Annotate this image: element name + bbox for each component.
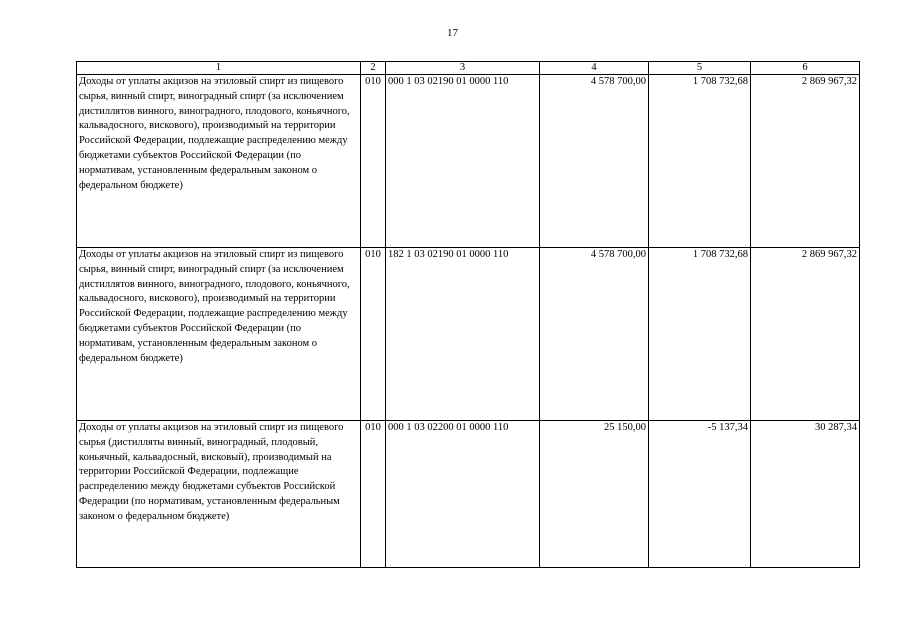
budget-table xyxy=(76,61,860,568)
column-header-4: 4 xyxy=(540,62,649,75)
admin-code-cell: 010 xyxy=(361,75,386,248)
table-row xyxy=(77,421,860,568)
budget-code-cell: 000 1 03 02200 01 0000 110 xyxy=(386,421,540,568)
income-name-cell: Доходы от уплаты акцизов на этиловый спирт из пищевого сырья, винный спирт, виноградный спирт (за исключением дистиллятов винного, виноградного, плодового, коньячного, кальвадосного, вискового), производимый на территории Российской Федерации, подлежащие распределению между бюджетами субъектов Российской Федерации (по нормативам, установленным федеральным законом о федеральном бюджете) xyxy=(77,75,361,248)
column-header-3: 3 xyxy=(386,62,540,75)
column-header-1: 1 xyxy=(77,62,361,75)
income-name-cell: Доходы от уплаты акцизов на этиловый спирт из пищевого сырья, винный спирт, виноградный спирт (за исключением дистиллятов винного, виноградного, плодового, коньячного, кальвадосного, вискового), производимый на территории Российской Федерации, подлежащие распределению между бюджетами субъектов Российской Федерации (по нормативам, установленным федеральным законом о федеральном бюджете) xyxy=(77,248,361,421)
amount-col4-cell: 4 578 700,00 xyxy=(540,248,649,421)
admin-code-cell: 010 xyxy=(361,248,386,421)
budget-code-cell: 000 1 03 02190 01 0000 110 xyxy=(386,75,540,248)
table-row xyxy=(77,75,860,248)
amount-col5-cell: -5 137,34 xyxy=(649,421,751,568)
column-header-5: 5 xyxy=(649,62,751,75)
amount-col5-cell: 1 708 732,68 xyxy=(649,75,751,248)
header-row xyxy=(77,62,860,75)
amount-col6-cell: 30 287,34 xyxy=(751,421,860,568)
column-header-2: 2 xyxy=(361,62,386,75)
table-row xyxy=(77,248,860,421)
amount-col5-cell: 1 708 732,68 xyxy=(649,248,751,421)
amount-col6-cell: 2 869 967,32 xyxy=(751,75,860,248)
amount-col4-cell: 25 150,00 xyxy=(540,421,649,568)
admin-code-cell: 010 xyxy=(361,421,386,568)
budget-code-cell: 182 1 03 02190 01 0000 110 xyxy=(386,248,540,421)
column-header-6: 6 xyxy=(751,62,860,75)
amount-col4-cell: 4 578 700,00 xyxy=(540,75,649,248)
income-name-cell: Доходы от уплаты акцизов на этиловый спирт из пищевого сырья (дистилляты винный, виноградный, плодовый, коньячный, кальвадосный, висковый), производимый на территории Российской Федерации, подлежащие распределению между бюджетами субъектов Российской Федерации (по нормативам, установленным федеральным законом о федеральном бюджете) xyxy=(77,421,361,568)
amount-col6-cell: 2 869 967,32 xyxy=(751,248,860,421)
page-number: 17 xyxy=(447,27,458,39)
